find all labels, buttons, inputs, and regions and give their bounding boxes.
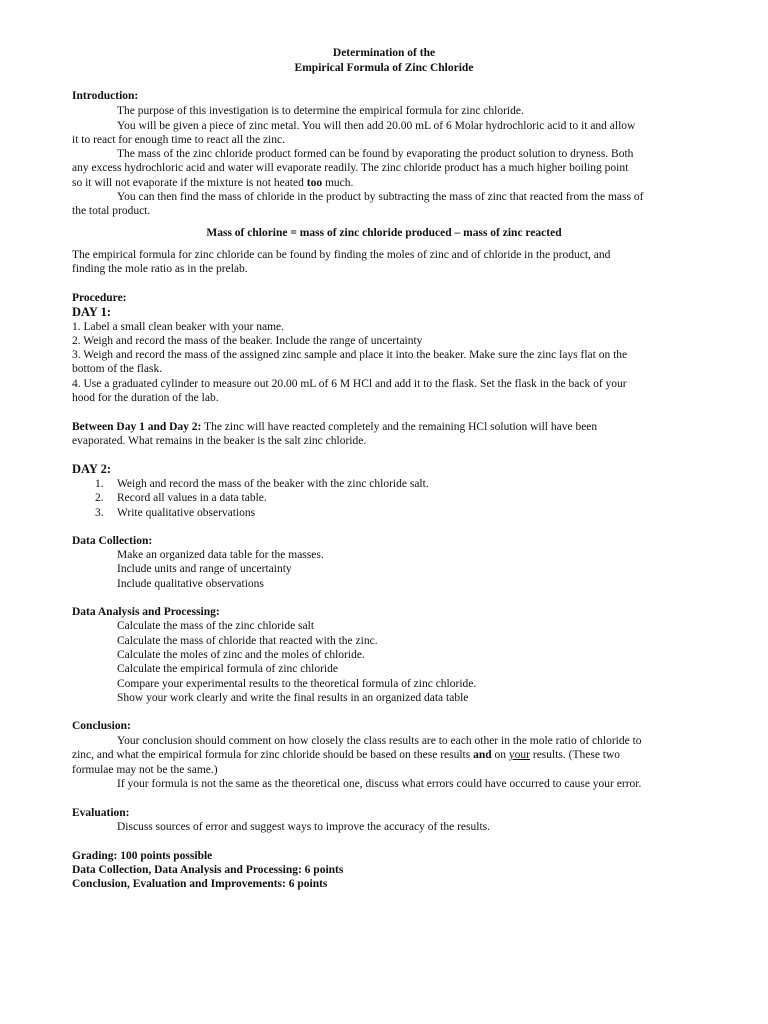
procedure-step: 3. Weigh and record the mass of the assigned zinc sample and place it into the beaker. Make sure the zinc lays flat on the xyxy=(72,349,628,361)
evaluation-text: Discuss sources of error and suggest ways to improve the accuracy of the results. xyxy=(117,821,491,833)
title-line-1: Determination of the xyxy=(332,47,436,59)
intro-text: the total product. xyxy=(72,205,151,217)
chlorine-equation: Mass of chlorine = mass of zinc chloride produced – mass of zinc reacted xyxy=(206,227,562,239)
title-line-2: Empirical Formula of Zinc Chloride xyxy=(294,62,474,74)
intro-text xyxy=(72,176,353,190)
emphasis: too xyxy=(306,177,323,189)
text-run: results. (These two xyxy=(529,749,621,761)
conclusion-text: formulae may not be the same.) xyxy=(72,764,218,776)
text-run: much. xyxy=(322,177,354,189)
procedure-heading: Procedure: xyxy=(72,292,127,304)
analysis-item: Calculate the mass of chloride that reacted with the zinc. xyxy=(117,635,378,647)
conclusion-text: If your formula is not the same as the theoretical one, discuss what errors could have occurred to cause your error. xyxy=(117,778,642,790)
grading-line: Data Collection, Data Analysis and Processing: 6 points xyxy=(72,864,344,876)
day2-heading: DAY 2: xyxy=(72,462,112,476)
analysis-item: Calculate the empirical formula of zinc chloride xyxy=(117,663,338,675)
day1-heading: DAY 1: xyxy=(72,305,112,319)
procedure-step: 4. Use a graduated cylinder to measure out 20.00 mL of 6 M HCl and add it to the flask. Set the flask in the back of your xyxy=(72,378,627,390)
conclusion-text: Your conclusion should comment on how closely the class results are to each other in the mole ratio of chloride to xyxy=(117,735,642,747)
between-days-text xyxy=(72,420,597,434)
emphasis: and xyxy=(473,749,492,761)
day2-step: Record all values in a data table. xyxy=(117,492,267,504)
intro-text: You can then find the mass of chloride in the product by subtracting the mass of zinc that reacted from the mass of xyxy=(117,191,644,203)
data-collection-item: Include units and range of uncertainty xyxy=(117,563,292,575)
empirical-text: The empirical formula for zinc chloride can be found by finding the moles of zinc and of chloride in the product, and xyxy=(72,249,611,261)
between-days-text: evaporated. What remains in the beaker is the salt zinc chloride. xyxy=(72,435,367,447)
day2-step: Weigh and record the mass of the beaker with the zinc chloride salt. xyxy=(117,478,429,490)
intro-text: You will be given a piece of zinc metal. You will then add 20.00 mL of 6 Molar hydrochloric acid to it and allow xyxy=(117,120,636,132)
empirical-text: finding the mole ratio as in the prelab. xyxy=(72,263,248,275)
intro-text: any excess hydrochloric acid and water will evaporate readily. The zinc chloride product has a much higher boiling point xyxy=(72,162,629,174)
grading-line: Conclusion, Evaluation and Improvements: 6 points xyxy=(72,878,328,890)
analysis-item: Compare your experimental results to the theoretical formula of zinc chloride. xyxy=(117,678,477,690)
data-collection-item: Include qualitative observations xyxy=(117,578,264,590)
grading-line: Grading: 100 points possible xyxy=(72,850,213,862)
intro-heading: Introduction: xyxy=(72,90,139,102)
procedure-step: bottom of the flask. xyxy=(72,363,163,375)
procedure-step: 1. Label a small clean beaker with your name. xyxy=(72,321,285,333)
conclusion-text xyxy=(72,748,620,762)
day2-step: Write qualitative observations xyxy=(117,507,256,519)
intro-text: The purpose of this investigation is to determine the empirical formula for zinc chloride. xyxy=(117,105,524,117)
procedure-step: hood for the duration of the lab. xyxy=(72,392,219,404)
data-collection-item: Make an organized data table for the masses. xyxy=(117,549,324,561)
analysis-item: Calculate the mass of the zinc chloride salt xyxy=(117,620,315,632)
evaluation-heading: Evaluation: xyxy=(72,807,130,819)
between-label: Between Day 1 and Day 2: xyxy=(72,421,202,433)
text-run: zinc, and what the empirical formula for zinc chloride should be based on these results xyxy=(72,749,474,761)
day2-number: 3. xyxy=(95,507,104,519)
analysis-item: Calculate the moles of zinc and the moles of chloride. xyxy=(117,649,365,661)
text-run: The zinc will have reacted completely and the remaining HCl solution will have been xyxy=(201,421,598,433)
data-collection-heading: Data Collection: xyxy=(72,535,153,547)
intro-text: The mass of the zinc chloride product formed can be found by evaporating the product solution to dryness. Both xyxy=(117,148,634,160)
procedure-step: 2. Weigh and record the mass of the beaker. Include the range of uncertainty xyxy=(72,335,423,347)
text-run: so it will not evaporate if the mixture is not heated xyxy=(72,177,307,189)
text-run: on xyxy=(491,749,509,761)
conclusion-heading: Conclusion: xyxy=(72,720,131,732)
intro-text: it to react for enough time to react all the zinc. xyxy=(72,134,285,146)
day2-number: 2. xyxy=(95,492,104,504)
underlined-word: your xyxy=(508,749,530,761)
day2-number: 1. xyxy=(95,478,104,490)
analysis-item: Show your work clearly and write the final results in an organized data table xyxy=(117,692,469,704)
analysis-heading: Data Analysis and Processing: xyxy=(72,606,220,618)
